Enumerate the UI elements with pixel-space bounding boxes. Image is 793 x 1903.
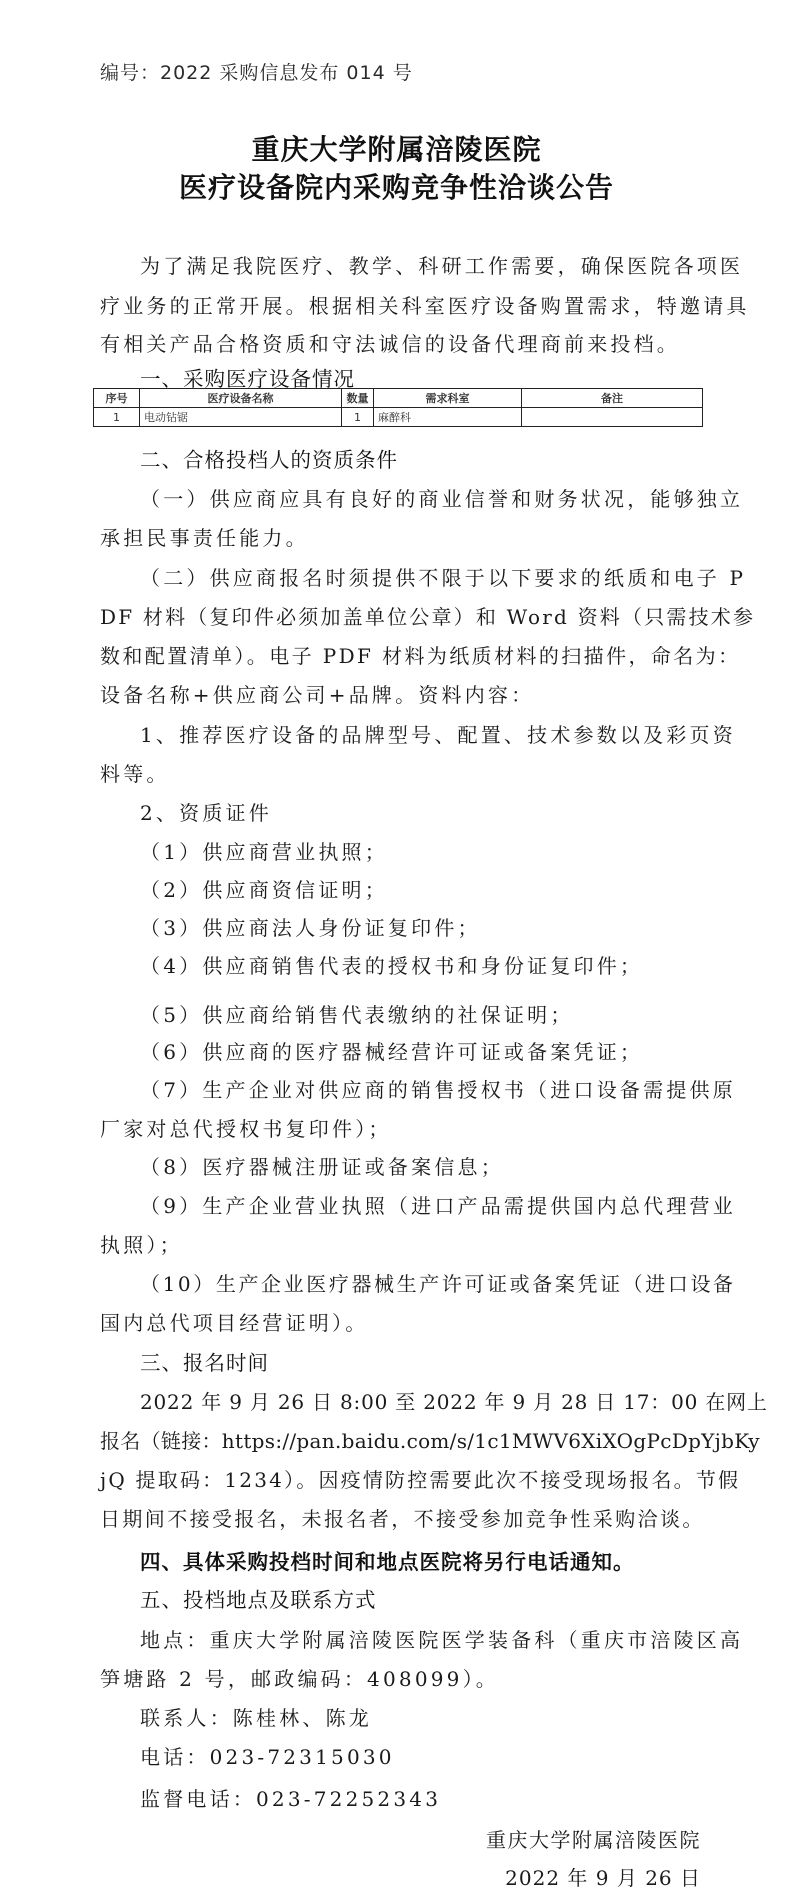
- table-row: [94, 408, 703, 427]
- paragraph-line: 2、资质证件: [140, 801, 272, 825]
- list-item: （1）供应商营业执照；: [140, 840, 388, 864]
- paragraph-line: 2022 年 9 月 26 日 8:00 至 2022 年 9 月 28 日 17：00 在网上: [140, 1390, 768, 1414]
- list-item: （6）供应商的医疗器械经营许可证或备案凭证；: [140, 1040, 644, 1064]
- column-header: 医疗设备名称: [140, 389, 342, 408]
- paragraph-line: DF 材料（复印件必须加盖单位公章）和 Word 资料（只需技术参: [100, 605, 756, 629]
- intro-line-3: 有相关产品合格资质和守法诚信的设备代理商前来投档。: [100, 332, 680, 356]
- document-number: 编号：2022 采购信息发布 014 号: [100, 62, 413, 84]
- table-cell: [522, 408, 703, 427]
- list-item: （7）生产企业对供应商的销售授权书（进口设备需提供原: [140, 1078, 736, 1102]
- list-item: （8）医疗器械注册证或备案信息；: [140, 1155, 504, 1179]
- address-line-2: 笋塘路 2 号，邮政编码：408099）。: [100, 1667, 499, 1691]
- column-header: 需求科室: [374, 389, 522, 408]
- table-cell: 1: [342, 408, 374, 427]
- contact-phone: 电话：023-72315030: [140, 1745, 395, 1769]
- section3-heading: 三、报名时间: [140, 1351, 269, 1375]
- section5-heading: 五、投档地点及联系方式: [140, 1588, 377, 1612]
- section4-heading: 四、具体采购投档时间和地点医院将另行电话通知。: [140, 1550, 635, 1574]
- paragraph-line: 日期间不接受报名，未报名者，不接受参加竞争性采购洽谈。: [100, 1507, 705, 1531]
- address-line-1: 地点：重庆大学附属涪陵医院医学装备科（重庆市涪陵区高: [140, 1628, 744, 1652]
- list-item: （9）生产企业营业执照（进口产品需提供国内总代理营业: [140, 1194, 736, 1218]
- table-cell: 电动钻锯: [140, 408, 342, 427]
- paragraph-line: 数和配置清单）。电子 PDF 材料为纸质材料的扫描件，命名为：: [100, 644, 741, 668]
- column-header: 序号: [94, 389, 140, 408]
- supervision-phone: 监督电话：023-72252343: [140, 1787, 442, 1811]
- paragraph-line: 1、推荐医疗设备的品牌型号、配置、技术参数以及彩页资: [140, 723, 736, 747]
- title-notice-name: 医疗设备院内采购竞争性洽谈公告: [178, 171, 614, 204]
- paragraph-line: jQ 提取码：1234）。因疫情防控需要此次不接受现场报名。节假: [100, 1468, 741, 1492]
- paragraph-line: （二）供应商报名时须提供不限于以下要求的纸质和电子 P: [140, 566, 747, 590]
- paragraph-line: （一）供应商应具有良好的商业信誉和财务状况，能够独立: [140, 487, 744, 511]
- contact-person: 联系人：陈桂林、陈龙: [140, 1706, 372, 1730]
- equipment-table: [93, 388, 703, 427]
- list-item: （2）供应商资信证明；: [140, 878, 388, 902]
- paragraph-line: 承担民事责任能力。: [100, 526, 309, 550]
- title-hospital-name: 重庆大学附属涪陵医院: [251, 133, 542, 166]
- intro-line-2: 疗业务的正常开展。根据相关科室医疗设备购置需求，特邀请具: [100, 294, 750, 318]
- paragraph-line: 设备名称+供应商公司+品牌。资料内容：: [100, 683, 535, 707]
- table-cell: 1: [94, 408, 140, 427]
- table-cell: 麻醉科: [374, 408, 522, 427]
- list-item: （5）供应商给销售代表缴纳的社保证明；: [140, 1003, 574, 1027]
- signature-organization: 重庆大学附属涪陵医院: [486, 1828, 701, 1852]
- paragraph-line: 报名（链接：https://pan.baidu.com/s/1c1MWV6XiXOgPcDpYjbKy: [100, 1429, 760, 1453]
- column-header: 数量: [342, 389, 374, 408]
- section2-heading: 二、合格投档人的资质条件: [140, 448, 398, 472]
- list-item: （4）供应商销售代表的授权书和身份证复印件；: [140, 954, 644, 978]
- list-item: 执照）；: [100, 1233, 183, 1257]
- section1-heading: 一、采购医疗设备情况: [140, 367, 355, 391]
- paragraph-line: 料等。: [100, 762, 170, 786]
- table-header-row: [94, 389, 703, 408]
- list-item: 厂家对总代授权书复印件）；: [100, 1117, 392, 1141]
- list-item: （10）生产企业医疗器械生产许可证或备案凭证（进口设备: [140, 1272, 736, 1296]
- intro-line-1: 为了满足我院医疗、教学、科研工作需要，确保医院各项医: [140, 254, 744, 278]
- list-item: 国内总代项目经营证明）。: [100, 1311, 369, 1335]
- signature-date: 2022 年 9 月 26 日: [505, 1866, 701, 1890]
- column-header: 备注: [522, 389, 703, 408]
- list-item: （3）供应商法人身份证复印件；: [140, 916, 481, 940]
